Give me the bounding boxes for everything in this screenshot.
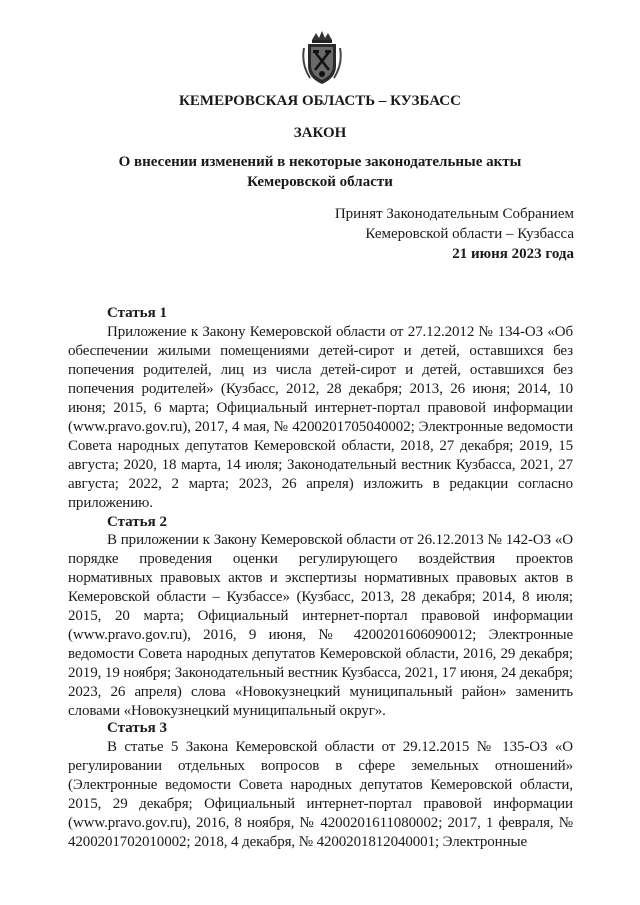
adoption-line-2: Кемеровской области – Кузбасса <box>365 226 574 242</box>
region-title: КЕМЕРОВСКАЯ ОБЛАСТЬ – КУЗБАСС <box>179 93 461 109</box>
adoption-line-1: Принят Законодательным Собранием <box>334 206 574 222</box>
law-title: ЗАКОН <box>293 125 347 141</box>
law-subject <box>0 152 640 192</box>
article-1-text: Приложение к Закону Кемеровской области от 27.12.2012 № 134-ОЗ «Об обеспечении жилыми помещениями детей-сирот и детей, оставшихся без попечения родителей, лиц из числа детей-сирот и детей, оставшихся без попечения родителей» (Кузбасс, 2012, 28 декабря; 2013, 26 июня; 2014, 10 июня; 2015, 6 марта; Официальный интернет-портал правовой информации (www.pravo.gov.ru), 2017, 4 мая, № 4200201705040002; Электронные ведомости Совета народных депутатов Кемеровской области, 2018, 27 декабря; 2019, 15 августа; 2020, 18 марта, 14 июля; Законодательный вестник Кузбасса, 2021, 27 августа; 2022, 2 марта; 2023, 26 апреля) изложить в редакции согласно приложению. <box>68 324 573 511</box>
adoption-block <box>335 204 574 264</box>
law-subject-line-2: Кемеровской области <box>247 174 393 190</box>
coat-of-arms-icon <box>300 30 344 86</box>
article-2-text: В приложении к Закону Кемеровской области от 26.12.2013 № 142-ОЗ «О порядке проведения оценки регулирующего воздействия проектов нормативных правовых актов и экспертизы нормативных правовых актов в Кемеровской области – Кузбассе» (Кузбасс, 2013, 28 декабря; 2014, 8 июля; 2015, 20 марта; Официальный интернет-портал правовой информации (www.pravo.gov.ru), 2016, 9 июня, № 4200201606090012; Электронные ведомости Совета народных депутатов Кемеровской области, 2016, 29 декабря; 2019, 19 ноября; Законодательный вестник Кузбасса, 2021, 17 июня, 24 декабря; 2023, 26 апреля) слова «Новокузнецкий муниципальный район» заменить словами «Новокузнецкий муниципальный округ». <box>68 532 573 719</box>
article-1-heading: Статья 1 <box>107 305 167 321</box>
article-3-text: В статье 5 Закона Кемеровской области от 29.12.2015 № 135-ОЗ «О регулировании отдельных вопросов в сфере земельных отношений» (Электронные ведомости Совета народных депутатов Кемеровской области, 2015, 29 декабря; Официальный интернет-портал правовой информации (www.pravo.gov.ru), 2016, 8 ноября, № 4200201611080002; 2017, 1 февраля, № 4200201702010002; 2018, 4 декабря, № 4200201812040001; Электронные <box>68 739 573 850</box>
law-subject-line-1: О внесении изменений в некоторые законодательные акты <box>118 154 522 170</box>
article-2-heading: Статья 2 <box>107 514 167 530</box>
adoption-date: 21 июня 2023 года <box>452 246 574 262</box>
article-3-heading: Статья 3 <box>107 720 167 736</box>
